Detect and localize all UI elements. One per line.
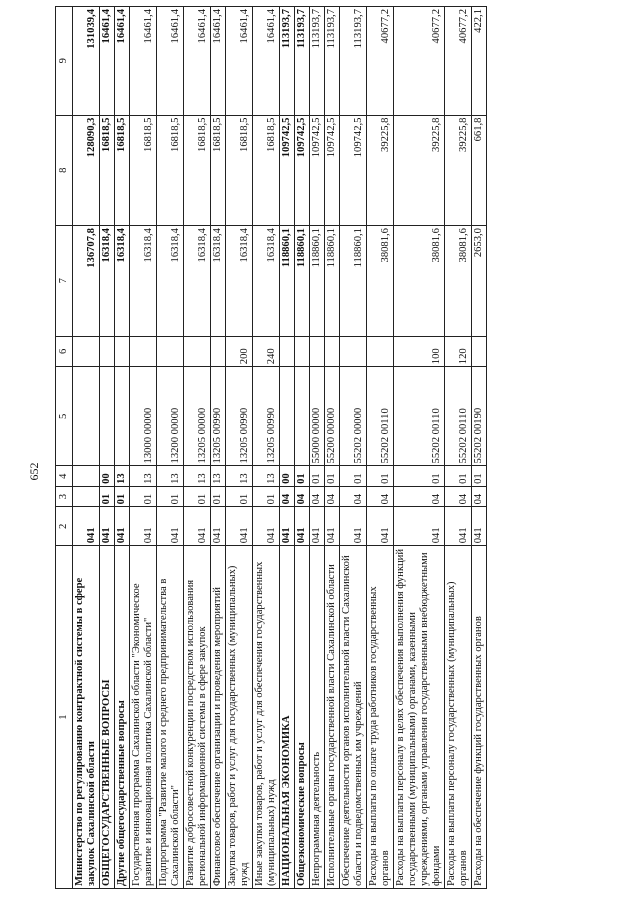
header-row [56,7,73,889]
row-value-cell: 01 [100,486,115,506]
row-value-cell: 118860,1 [310,226,325,337]
row-value-cell [100,367,115,466]
row-value-cell: 40677,2 [367,7,394,116]
row-value-cell: 01 [367,466,394,486]
table-row [445,7,472,889]
row-value-cell: 16818,5 [100,115,115,226]
row-value-cell [472,336,487,367]
row-value-cell: 131039,4 [73,7,100,116]
row-value-cell [211,336,226,367]
table-row [130,7,157,889]
table-row [340,7,367,889]
row-value-cell: 55202 00110 [367,367,394,466]
row-value-cell: 13 [184,466,211,486]
row-value-cell [310,336,325,367]
row-value-cell: 136707,8 [73,226,100,337]
row-value-cell: 13 [130,466,157,486]
row-value-cell [325,336,340,367]
row-value-cell: 113193,7 [340,7,367,116]
row-value-cell: 113193,7 [310,7,325,116]
row-value-cell: 01 [310,466,325,486]
row-value-cell: 04 [295,486,310,506]
row-value-cell: 16318,4 [253,226,280,337]
table-row [115,7,130,889]
rotated-page [27,6,585,889]
row-value-cell: 55000 00000 [310,367,325,466]
row-value-cell [73,466,100,486]
row-value-cell: 113193,7 [295,7,310,116]
row-value-cell: 01 [394,466,445,486]
row-value-cell: 01 [211,486,226,506]
row-value-cell: 041 [295,507,310,546]
row-value-cell: 109742,5 [325,115,340,226]
row-name-cell: Непрограммная деятельность [310,546,325,889]
row-value-cell: 16461,4 [211,7,226,116]
row-value-cell: 109742,5 [340,115,367,226]
row-value-cell: 118860,1 [340,226,367,337]
row-value-cell: 16818,5 [184,115,211,226]
row-name-cell: Обеспечение деятельности органов исполнительной власти Сахалинской области и подведомственных им учреждений [340,546,367,889]
row-value-cell [280,336,295,367]
row-value-cell [295,336,310,367]
row-value-cell: 200 [226,336,253,367]
header-cell: 6 [56,336,73,367]
row-value-cell: 041 [73,507,100,546]
row-value-cell: 01 [226,486,253,506]
row-value-cell [157,336,184,367]
row-value-cell: 16318,4 [184,226,211,337]
row-value-cell: 422,1 [472,7,487,116]
row-value-cell: 16461,4 [184,7,211,116]
row-value-cell: 041 [157,507,184,546]
table-row [280,7,295,889]
row-value-cell [340,336,367,367]
row-value-cell: 01 [184,486,211,506]
row-value-cell: 39225,8 [445,115,472,226]
header-cell: 1 [56,546,73,889]
table-row [367,7,394,889]
row-value-cell [73,336,100,367]
row-value-cell: 041 [130,507,157,546]
header-cell: 2 [56,507,73,546]
table-row [394,7,445,889]
page-number: 652 [27,462,41,481]
row-value-cell: 16461,4 [130,7,157,116]
row-value-cell: 01 [445,466,472,486]
row-name-cell: Расходы на выплаты персоналу государственных (муниципальных) органов [445,546,472,889]
row-value-cell: 16461,4 [253,7,280,116]
row-value-cell: 13 [157,466,184,486]
row-value-cell: 13200 00000 [157,367,184,466]
row-value-cell: 16818,5 [226,115,253,226]
row-value-cell: 38081,6 [445,226,472,337]
row-value-cell: 16818,5 [130,115,157,226]
row-value-cell [184,336,211,367]
row-value-cell: 16318,4 [115,226,130,337]
row-name-cell: Закупка товаров, работ и услуг для государственных (муниципальных) нужд [226,546,253,889]
row-value-cell [115,336,130,367]
row-value-cell: 04 [394,486,445,506]
row-name-cell: Расходы на обеспечение функций государственных органов [472,546,487,889]
header-cell: 8 [56,115,73,226]
row-value-cell: 16318,4 [130,226,157,337]
row-value-cell: 55202 00110 [445,367,472,466]
table-row [310,7,325,889]
table-row [295,7,310,889]
row-value-cell: 113193,7 [325,7,340,116]
row-value-cell [115,367,130,466]
budget-table [55,6,487,889]
row-value-cell: 2653,0 [472,226,487,337]
row-name-cell: ОБЩЕГОСУДАРСТВЕННЫЕ ВОПРОСЫ [100,546,115,889]
row-value-cell: 13205 00990 [226,367,253,466]
row-value-cell: 04 [367,486,394,506]
row-value-cell: 13 [253,466,280,486]
row-name-cell: НАЦИОНАЛЬНАЯ ЭКОНОМИКА [280,546,295,889]
row-value-cell: 661,8 [472,115,487,226]
row-value-cell [100,336,115,367]
row-value-cell: 041 [472,507,487,546]
header-cell: 7 [56,226,73,337]
row-value-cell: 39225,8 [394,115,445,226]
row-value-cell [73,486,100,506]
row-value-cell: 041 [280,507,295,546]
row-value-cell: 041 [340,507,367,546]
row-value-cell: 16318,4 [157,226,184,337]
row-value-cell: 04 [445,486,472,506]
row-name-cell: Развитие добросовестной конкуренции посредством использования региональной информационной системы в сфере закупок [184,546,211,889]
header-cell: 4 [56,466,73,486]
row-value-cell: 16318,4 [211,226,226,337]
row-name-cell: Расходы на выплаты персоналу в целях обеспечения выполнения функций государственными (муниципальными) органами, казенными учреждениями, органами управления государственными внебюджетными фондами [394,546,445,889]
row-value-cell: 16318,4 [100,226,115,337]
row-value-cell: 01 [130,486,157,506]
row-name-cell: Государственная программа Сахалинской области "Экономическое развитие и инновационная политика Сахалинской области" [130,546,157,889]
table-row [100,7,115,889]
row-value-cell: 04 [325,486,340,506]
header-cell: 5 [56,367,73,466]
row-value-cell: 00 [280,466,295,486]
row-value-cell: 041 [445,507,472,546]
row-value-cell: 38081,6 [394,226,445,337]
table-row [253,7,280,889]
row-value-cell: 04 [340,486,367,506]
header-cell: 9 [56,7,73,116]
row-value-cell: 041 [115,507,130,546]
header-cell: 3 [56,486,73,506]
row-name-cell: Другие общегосударственные вопросы [115,546,130,889]
row-value-cell: 39225,8 [367,115,394,226]
row-value-cell: 13 [115,466,130,486]
table-row [157,7,184,889]
row-value-cell [367,336,394,367]
row-value-cell: 118860,1 [325,226,340,337]
row-value-cell: 118860,1 [295,226,310,337]
row-value-cell: 00 [100,466,115,486]
row-name-cell: Подпрограмма "Развитие малого и среднего предпринимательства в Сахалинской области" [157,546,184,889]
row-value-cell: 55202 00110 [394,367,445,466]
row-value-cell [280,367,295,466]
row-name-cell: Общеэкономические вопросы [295,546,310,889]
row-value-cell: 041 [394,507,445,546]
table-row [211,7,226,889]
row-value-cell: 16461,4 [115,7,130,116]
row-value-cell [295,367,310,466]
row-value-cell: 109742,5 [295,115,310,226]
row-value-cell: 13000 00000 [130,367,157,466]
row-value-cell: 16461,4 [100,7,115,116]
row-value-cell: 240 [253,336,280,367]
row-value-cell: 40677,2 [394,7,445,116]
row-value-cell: 118860,1 [280,226,295,337]
table-body [56,7,487,889]
row-value-cell: 13 [226,466,253,486]
table-row [226,7,253,889]
row-value-cell: 041 [184,507,211,546]
row-value-cell: 13205 00990 [211,367,226,466]
row-value-cell: 01 [340,466,367,486]
row-value-cell: 16461,4 [226,7,253,116]
row-value-cell: 041 [310,507,325,546]
row-value-cell: 109742,5 [310,115,325,226]
row-value-cell: 13 [211,466,226,486]
table-row [184,7,211,889]
row-value-cell: 01 [295,466,310,486]
row-value-cell: 01 [115,486,130,506]
row-value-cell: 16818,5 [211,115,226,226]
row-value-cell: 13205 00000 [184,367,211,466]
row-value-cell: 041 [325,507,340,546]
row-value-cell: 01 [157,486,184,506]
row-name-cell: Исполнительные органы государственной власти Сахалинской области [325,546,340,889]
row-value-cell: 55200 00000 [325,367,340,466]
row-value-cell: 16461,4 [157,7,184,116]
row-value-cell: 01 [472,466,487,486]
row-name-cell: Министерство по регулированию контрактной системы в сфере закупок Сахалинской области [73,546,100,889]
row-value-cell: 38081,6 [367,226,394,337]
row-value-cell: 04 [280,486,295,506]
row-value-cell: 04 [472,486,487,506]
table-row [325,7,340,889]
row-value-cell: 041 [367,507,394,546]
row-value-cell: 55202 00190 [472,367,487,466]
row-value-cell: 100 [394,336,445,367]
row-value-cell: 041 [211,507,226,546]
row-value-cell: 55202 00000 [340,367,367,466]
row-name-cell: Расходы на выплаты по оплате труда работников государственных органов [367,546,394,889]
row-value-cell: 16818,5 [253,115,280,226]
row-value-cell: 16818,5 [115,115,130,226]
row-value-cell [73,367,100,466]
row-value-cell: 40677,2 [445,7,472,116]
row-name-cell: Финансовое обеспечение организации и проведения мероприятий [211,546,226,889]
row-value-cell: 16318,4 [226,226,253,337]
row-value-cell: 109742,5 [280,115,295,226]
row-name-cell: Иные закупки товаров, работ и услуг для обеспечения государственных (муниципальных) нужд [253,546,280,889]
row-value-cell: 041 [100,507,115,546]
table-row [73,7,100,889]
row-value-cell: 113193,7 [280,7,295,116]
row-value-cell: 01 [253,486,280,506]
row-value-cell: 01 [325,466,340,486]
row-value-cell [130,336,157,367]
row-value-cell: 04 [310,486,325,506]
row-value-cell: 128090,3 [73,115,100,226]
row-value-cell: 13205 00990 [253,367,280,466]
row-value-cell: 041 [253,507,280,546]
row-value-cell: 16818,5 [157,115,184,226]
row-value-cell: 120 [445,336,472,367]
table-row [472,7,487,889]
row-value-cell: 041 [226,507,253,546]
